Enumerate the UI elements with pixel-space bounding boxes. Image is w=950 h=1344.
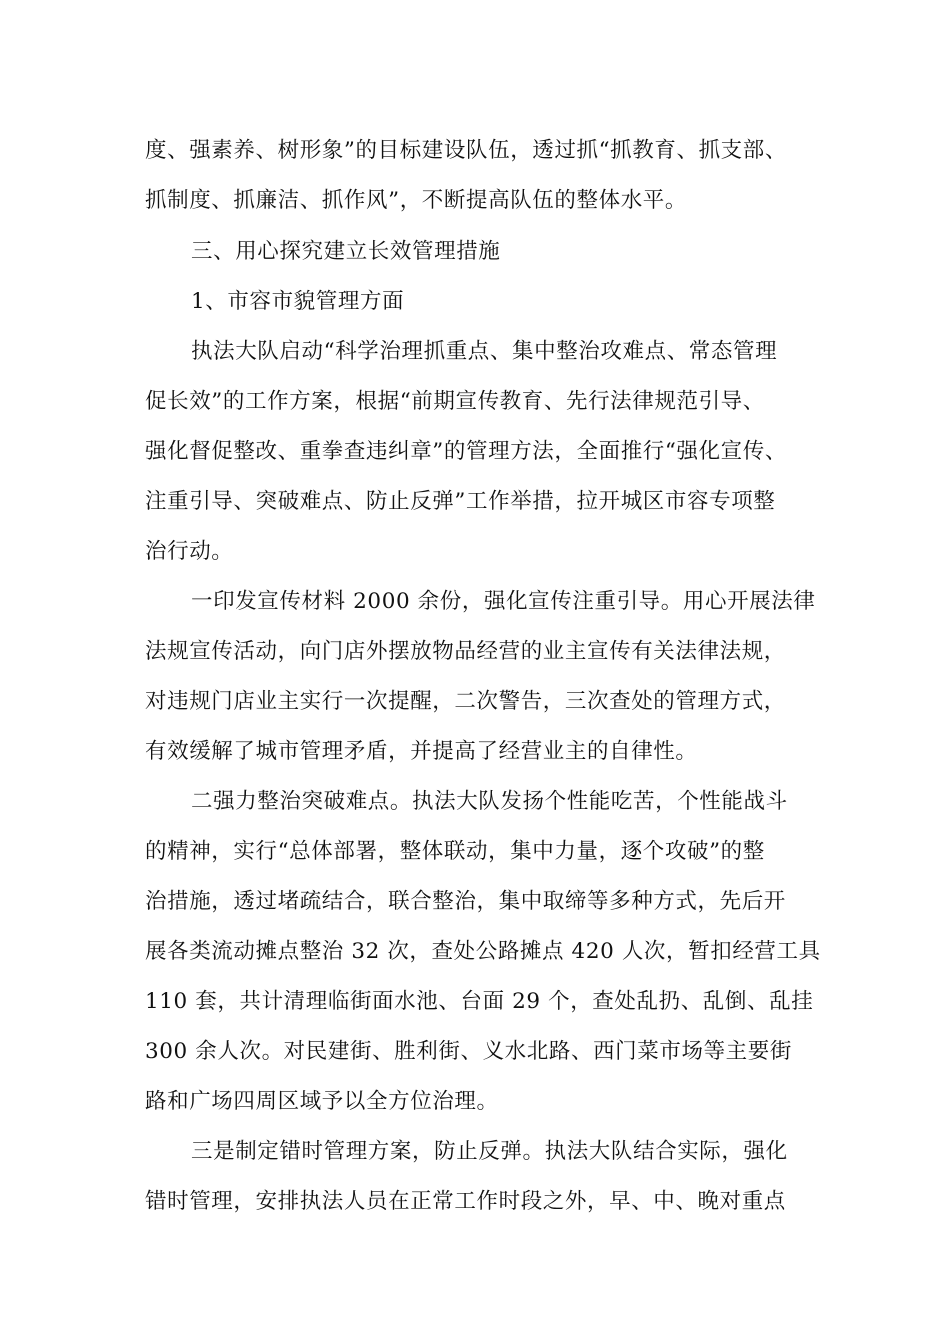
text-line: 二强力整治突破难点。执法大队发扬个性能吃苦，个性能战斗 [191,789,788,814]
text-line: 对违规门店业主实行一次提醒，二次警告，三次查处的管理方式， [145,689,786,714]
text-line: 执法大队启动“科学治理抓重点、集中整治攻难点、常态管理 [191,339,778,364]
text-line: 的精神，实行“总体部署，整体联动，集中力量，逐个攻破”的整 [145,839,765,864]
text-line: 抓制度、抓廉洁、抓作风”，不断提高队伍的整体水平。 [145,188,687,213]
text-line: 注重引导、突破难点、防止反弹”工作举措，拉开城区市容专项整 [145,489,776,514]
text-line: 促长效”的工作方案，根据“前期宣传教育、先行法律规范引导、 [145,389,765,414]
text-line: 错时管理，安排执法人员在正常工作时段之外，早、中、晚对重点 [145,1189,786,1214]
text-line: 有效缓解了城市管理矛盾，并提高了经营业主的自律性。 [145,739,698,764]
text-line: 治行动。 [145,539,234,564]
section-heading: 三、用心探究建立长效管理措施 [191,239,501,264]
text-line: 治措施，透过堵疏结合，联合整治，集中取缔等多种方式，先后开 [145,889,786,914]
subsection-heading: 1、市容市貌管理方面 [191,289,405,314]
text-line: 展各类流动摊点整治 32 次，查处公路摊点 420 人次，暂扣经营工具 [145,939,821,964]
text-line: 强化督促整改、重拳查违纠章”的管理方法，全面推行“强化宣传、 [145,439,787,464]
text-line: 三是制定错时管理方案，防止反弹。执法大队结合实际，强化 [191,1139,788,1164]
text-line: 110 套，共计清理临街面水池、台面 29 个，查处乱扔、乱倒、乱挂 [145,989,814,1014]
text-line: 300 余人次。对民建街、胜利街、义水北路、西门菜市场等主要街 [145,1039,792,1064]
text-line: 度、强素养、树形象”的目标建设队伍，透过抓“抓教育、抓支部、 [145,138,787,163]
text-line: 路和广场四周区域予以全方位治理。 [145,1089,499,1114]
text-line: 一印发宣传材料 2000 余份，强化宣传注重引导。用心开展法律 [191,589,816,614]
text-line: 法规宣传活动，向门店外摆放物品经营的业主宣传有关法律法规， [145,639,786,664]
